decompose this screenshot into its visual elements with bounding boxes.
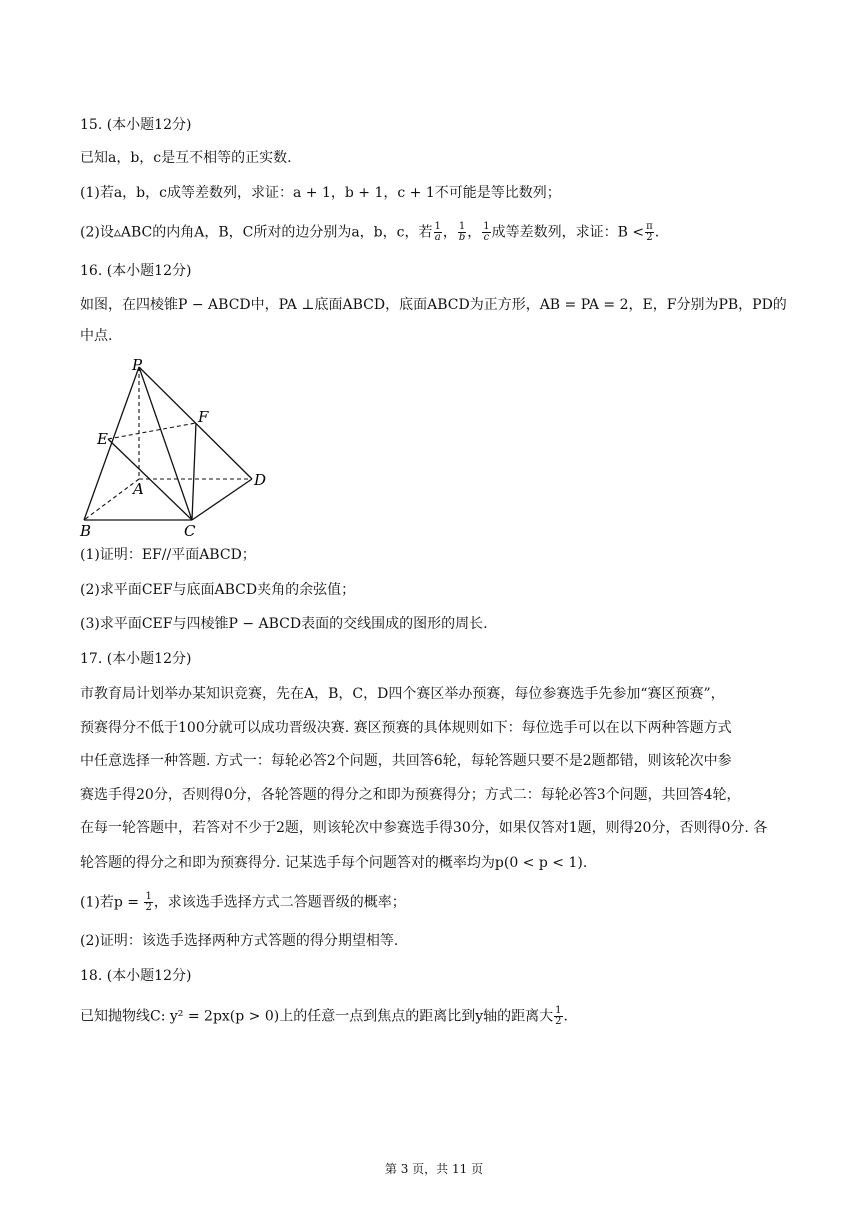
label-C: C <box>184 522 196 540</box>
q18-stem: 已知抛物线C: y² = 2px(p > 0)上的任意一点到焦点的距离比到y轴的距离大 $\frac{1}{2}$ . <box>80 1005 568 1027</box>
fraction: $\frac{1}{2}$ <box>555 1005 562 1027</box>
label-A: A <box>133 480 144 498</box>
q16-part3: (3)求平面CEF与四棱锥P − ABCD表面的交线围成的图形的周长. <box>80 616 488 632</box>
q17-part2: (2)证明：该选手选择两种方式答题的得分期望相等. <box>80 933 399 949</box>
label-P: P <box>132 356 143 374</box>
fraction: $\frac{\pi}{2}$ <box>646 221 653 243</box>
label-F: F <box>198 408 209 426</box>
q17-line1: 市教育局计划举办某知识竞赛，先在A，B，C，D四个赛区举办预赛，每位参赛选手先参加“赛区预赛”， <box>80 686 725 702</box>
q18-header: 18. (本小题12分) <box>80 968 192 984</box>
q16-stem-line1: 如图，在四棱锥P − ABCD中，PA ⊥底面ABCD，底面ABCD为正方形，AB = PA = 2，E，F分别为PB，PD的 <box>80 297 787 313</box>
q15-stem: 已知a，b，c是互不相等的正实数. <box>80 150 292 166</box>
q17-line2: 预赛得分不低于100分就可以成功晋级决赛. 赛区预赛的具体规则如下：每位选手可以在以下两种答题方式 <box>80 720 732 736</box>
q15-part2: (2)设▵ABC的内角A，B，C所对的边分别为a，b，c，若 $\frac{1}{a}$ ， $\frac{1}{b}$ ， $\frac{1}{c}$ 成等差数列，求证：B < $\frac{\pi}{2}$ . <box>80 221 660 243</box>
fraction: $\frac{1}{2}$ <box>145 891 152 913</box>
q16-part2: (2)求平面CEF与底面ABCD夹角的余弦值； <box>80 582 356 598</box>
q15-part1: (1)若a，b，c成等差数列，求证：a + 1，b + 1，c + 1不可能是等比数列； <box>80 185 561 201</box>
q17-header: 17. (本小题12分) <box>80 651 192 667</box>
label-D: D <box>254 471 267 489</box>
q17-line4: 赛选手得20分，否则得0分，各轮答题的得分之和即为预赛得分；方式二：每轮必答3个问题，共回答4轮， <box>80 787 741 803</box>
q17-line5: 在每一轮答题中，若答对不少于2题，则该轮次中参赛选手得30分，如果仅答对1题，则得20分，否则得0分. 各 <box>80 820 768 836</box>
q15-header: 15. (本小题12分) <box>80 117 192 133</box>
q17-line6: 轮答题的得分之和即为预赛得分. 记某选手每个问题答对的概率均为p(0 < p < 1). <box>80 855 588 871</box>
fraction: $\frac{1}{b}$ <box>458 221 466 243</box>
q16-stem-line2: 中点. <box>80 328 113 344</box>
label-E: E <box>97 430 108 448</box>
q17-line3: 中任意选择一种答题. 方式一：每轮必答2个问题，共回答6轮，每轮答题只要不是2题都错，则该轮次中参 <box>80 753 732 769</box>
fraction: $\frac{1}{c}$ <box>483 221 490 243</box>
label-B: B <box>80 522 92 540</box>
q17-part1: (1)若p = $\frac{1}{2}$ ，求该选手选择方式二答题晋级的概率； <box>80 891 406 913</box>
q16-part1: (1)证明：EF//平面ABCD； <box>80 547 256 563</box>
q16-header: 16. (本小题12分) <box>80 263 192 279</box>
pyramid-figure <box>70 350 280 540</box>
fraction: $\frac{1}{a}$ <box>434 221 441 243</box>
page-footer: 第 3 页，共 11 页 <box>384 1162 484 1176</box>
